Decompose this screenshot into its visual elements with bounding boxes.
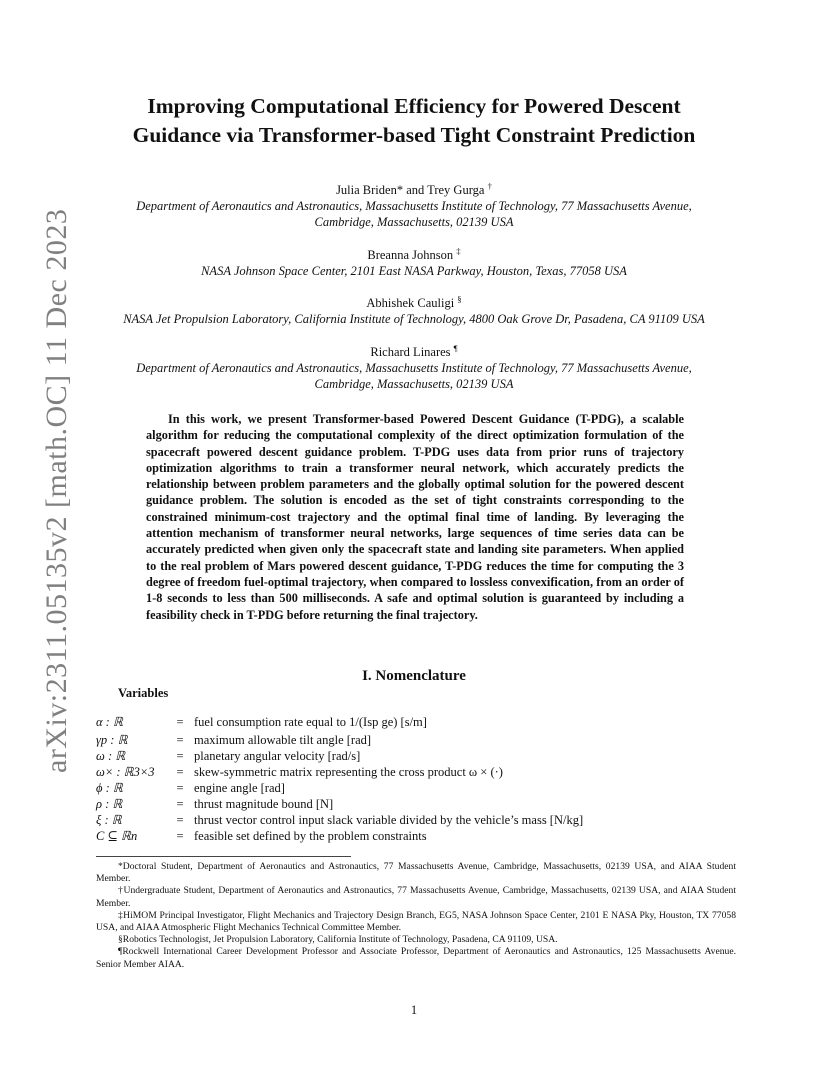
nomenclature-definition: planetary angular velocity [rad/s] xyxy=(194,749,361,763)
affiliation-line: Department of Aeronautics and Astronautics, Massachusetts Institute of Technology, 77 Massachusetts Avenue, xyxy=(136,361,692,375)
nomenclature-equals: = xyxy=(176,765,184,779)
nomenclature-definition: engine angle [rad] xyxy=(194,781,285,795)
nomenclature-equals: = xyxy=(176,813,184,827)
affiliation-line: NASA Jet Propulsion Laboratory, California Institute of Technology, 4800 Oak Grove Dr, Pasadena, CA 91109 USA xyxy=(123,312,705,326)
paper-title xyxy=(90,92,738,150)
footnote: ¶Rockwell International Career Development Professor and Associate Professor, Department of Aeronautics and Astronautics, 125 Massachusetts Avenue. Senior Member AIAA. xyxy=(96,946,736,970)
author-names: Julia Briden* and Trey Gurga xyxy=(336,183,485,197)
author-mark: § xyxy=(457,293,462,304)
nomenclature-row xyxy=(96,828,736,844)
nomenclature-equals: = xyxy=(176,781,184,795)
nomenclature-row xyxy=(96,780,736,796)
nomenclature-equals: = xyxy=(176,797,184,811)
author-block-1 xyxy=(90,182,738,230)
footnote: *Doctoral Student, Department of Aeronautics and Astronautics, 77 Massachusetts Avenue, Cambridge, Massachusetts, 02139 USA, and AIAA Student Member. xyxy=(96,861,736,885)
nomenclature-row xyxy=(96,748,736,764)
section-heading: I. Nomenclature xyxy=(362,668,466,684)
nomenclature-row xyxy=(96,812,736,828)
nomenclature-equals: = xyxy=(176,715,184,729)
author-names: Breanna Johnson xyxy=(367,248,454,262)
footnotes xyxy=(96,861,736,971)
nomenclature-row xyxy=(96,712,736,732)
nomenclature-symbol: ω : ℝ xyxy=(96,749,126,763)
author-names: Richard Linares xyxy=(370,345,451,359)
nomenclature-row xyxy=(96,796,736,812)
title-line-1: Improving Computational Efficiency for Powered Descent xyxy=(147,94,681,118)
nomenclature-symbol: C ⊆ ℝn xyxy=(96,829,138,843)
nomenclature-row xyxy=(96,732,736,748)
nomenclature-definition: fuel consumption rate equal to 1/(Isp ge) [s/m] xyxy=(194,715,427,729)
footnote: §Robotics Technologist, Jet Propulsion Laboratory, California Institute of Technology, Pasadena, CA 91109, USA. xyxy=(118,934,558,946)
nomenclature-definition: feasible set defined by the problem constraints xyxy=(194,829,427,843)
page-number: 1 xyxy=(410,1003,418,1017)
author-block-3 xyxy=(90,295,738,327)
footnote: †Undergraduate Student, Department of Aeronautics and Astronautics, 77 Massachusetts Avenue, Cambridge, Massachusetts, 02139 USA, and AIAA Student Member. xyxy=(96,885,736,909)
nomenclature-symbol: ξ : ℝ xyxy=(96,813,122,827)
author-names: Abhishek Cauligi xyxy=(366,296,455,310)
nomenclature-definition: thrust magnitude bound [N] xyxy=(194,797,334,811)
author-block-4 xyxy=(90,344,738,392)
nomenclature-definition: thrust vector control input slack variable divided by the vehicle’s mass [N/kg] xyxy=(194,813,584,827)
author-mark: ¶ xyxy=(453,342,458,353)
nomenclature-row xyxy=(96,764,736,780)
abstract-text: In this work, we present Transformer-based Powered Descent Guidance (T-PDG), a scalable algorithm for reducing the computational complexity of the direct optimization formulation of the spacecraft powered descent guidance problem. T-PDG uses data from prior runs of trajectory optimization algorithms to train a transformer neural network, which accurately predicts the relationship between problem parameters and the globally optimal solution for the powered descent guidance problem. The solution is encoded as the set of tight constraints corresponding to the constrained minimum-cost trajectory and the optimal final time of landing. By leveraging the attention mechanism of transformer neural networks, large sequences of time series data can be accurately predicted when given only the spacecraft state and landing site parameters. When applied to the real problem of Mars powered descent guidance, T-PDG reduces the time for computing the 3 degree of freedom fuel-optimal trajectory, when compared to lossless convexification, from an order of 1-8 seconds to less than 500 milliseconds. A safe and optimal solution is guaranteed by including a feasibility check in T-PDG before returning the final trajectory. xyxy=(146,412,684,622)
arxiv-identifier: arXiv:2311.05135v2 [math.OC] 11 Dec 2023 xyxy=(40,208,73,773)
footnote: ‡HiMOM Principal Investigator, Flight Mechanics and Trajectory Design Branch, EG5, NASA Johnson Space Center, 2101 E NASA Pky, Houston, TX 77058 USA, and AIAA Atmospheric Flight Mechanics Technical Committee Member. xyxy=(96,909,736,934)
nomenclature-subheading: Variables xyxy=(118,686,169,700)
nomenclature-equals: = xyxy=(176,829,184,843)
affiliation-line: Department of Aeronautics and Astronautics, Massachusetts Institute of Technology, 77 Massachusetts Avenue, xyxy=(136,199,692,213)
nomenclature-symbol: α : ℝ xyxy=(96,715,123,729)
abstract xyxy=(146,411,684,623)
author-block-2 xyxy=(90,247,738,279)
affiliation-line: NASA Johnson Space Center, 2101 East NASA Parkway, Houston, Texas, 77058 USA xyxy=(201,264,627,278)
nomenclature-symbol: γp : ℝ xyxy=(96,733,128,747)
nomenclature-definition: skew-symmetric matrix representing the cross product ω × (·) xyxy=(194,765,503,779)
nomenclature-list xyxy=(96,712,736,844)
nomenclature-equals: = xyxy=(176,733,184,747)
affiliation-line: Cambridge, Massachusetts, 02139 USA xyxy=(314,377,514,391)
affiliation-line: Cambridge, Massachusetts, 02139 USA xyxy=(314,215,514,229)
nomenclature-equals: = xyxy=(176,749,184,763)
author-mark: ‡ xyxy=(456,245,461,256)
author-mark: † xyxy=(487,180,492,191)
nomenclature-symbol: ρ : ℝ xyxy=(96,797,123,811)
title-line-2: Guidance via Transformer-based Tight Constraint Prediction xyxy=(132,123,696,147)
nomenclature-symbol: ϕ : ℝ xyxy=(96,781,123,795)
footnote-rule xyxy=(96,856,351,857)
arxiv-side-stamp xyxy=(20,208,73,778)
nomenclature-symbol: ω× : ℝ3×3 xyxy=(96,765,155,779)
nomenclature-definition: maximum allowable tilt angle [rad] xyxy=(194,733,372,747)
